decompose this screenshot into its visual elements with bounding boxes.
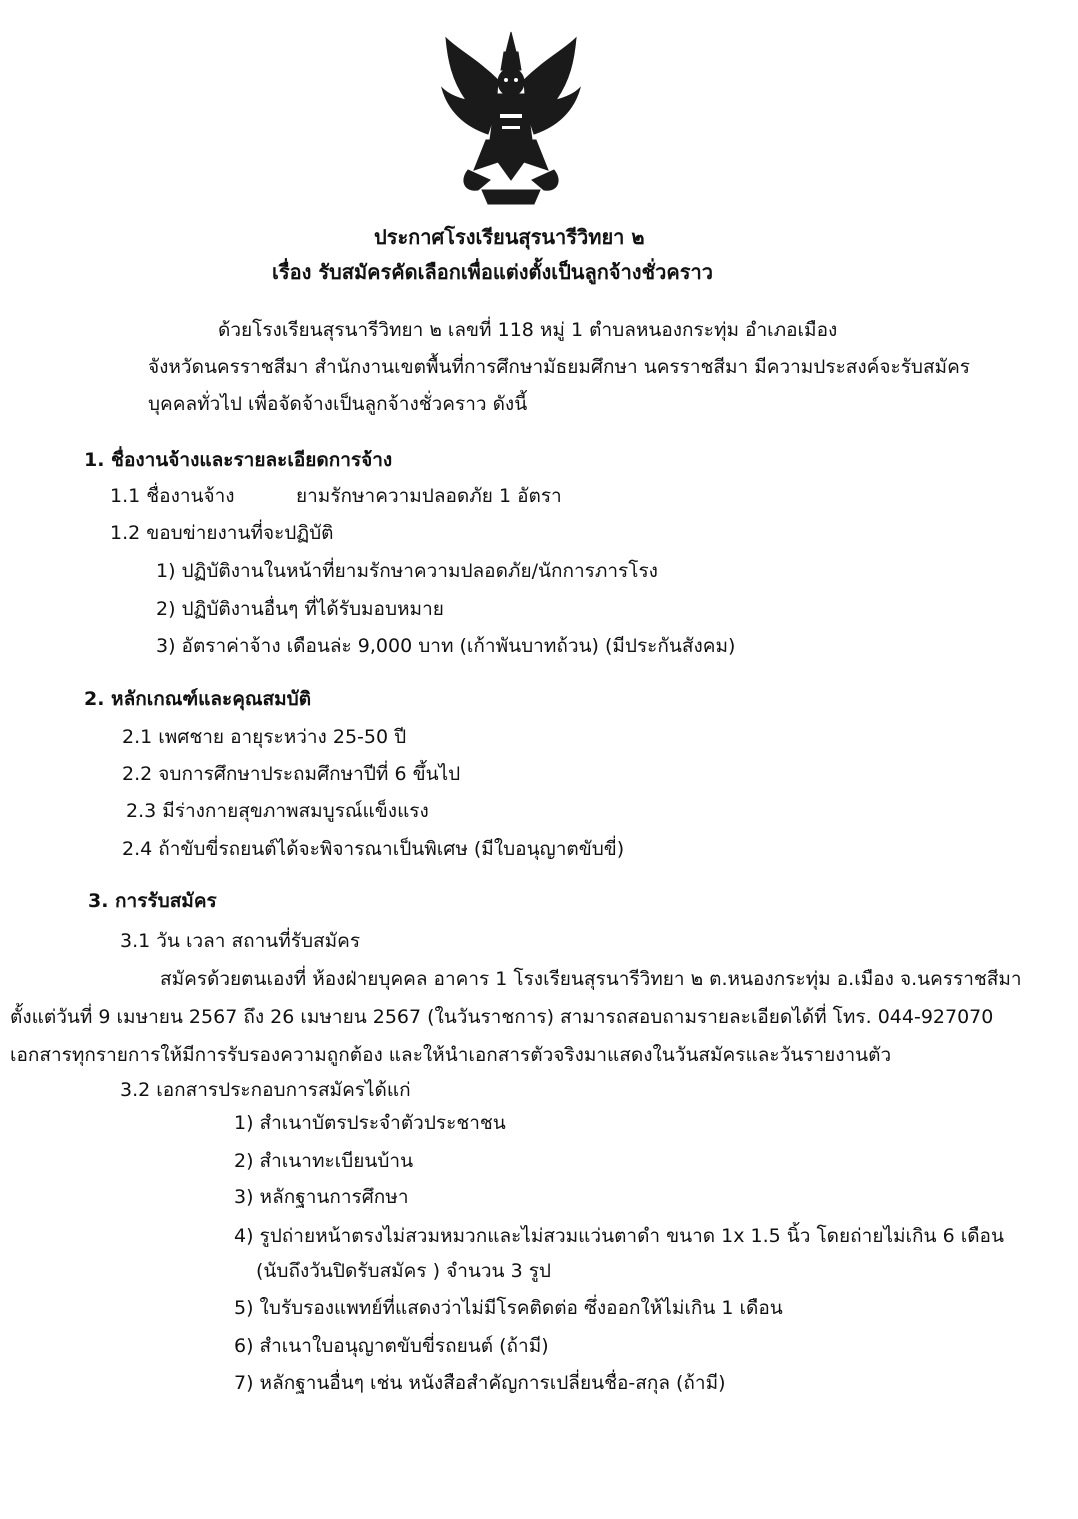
application-info-line: สมัครด้วยตนเองที่ ห้องฝ่ายบุคคล อาคาร 1 โรงเรียนสุรนารีวิทยา ๒ ต.หนองกระทุ่ม อ.เมือง จ.นครราชสีมา — [160, 968, 1022, 990]
document-item-continuation: (นับถึงวันปิดรับสมัคร ) จำนวน 3 รูป — [256, 1260, 551, 1282]
section-1-heading: 1. ชื่องานจ้างและรายละเอียดการจ้าง — [84, 449, 393, 471]
application-info-line: ตั้งแต่วันที่ 9 เมษายน 2567 ถึง 26 เมษายน 2567 (ในวันราชการ) สามารถสอบถามรายละเอียดได้ที่ โทร. 044-927070 — [10, 1006, 994, 1028]
garuda-emblem-icon — [438, 30, 584, 206]
duty-item: 2) ปฏิบัติงานอื่นๆ ที่ได้รับมอบหมาย — [156, 598, 444, 620]
section-2-heading: 2. หลักเกณฑ์และคุณสมบัติ — [84, 688, 312, 710]
document-item: 5) ใบรับรองแพทย์ที่แสดงว่าไม่มีโรคติดต่อ ซึ่งออกให้ไม่เกิน 1 เดือน — [234, 1297, 783, 1319]
intro-line: จังหวัดนครราชสีมา สำนักงานเขตพื้นที่การศึกษามัธยมศึกษา นครราชสีมา มีความประสงค์จะรับสมัคร — [148, 356, 971, 378]
qualification-item: 2.4 ถ้าขับขี่รถยนต์ได้จะพิจารณาเป็นพิเศษ (มีใบอนุญาตขับขี่) — [122, 838, 625, 860]
duty-item: 1) ปฏิบัติงานในหน้าที่ยามรักษาความปลอดภัย/นักการภารโรง — [156, 560, 658, 582]
item-1-1-value: ยามรักษาความปลอดภัย 1 อัตรา — [296, 485, 562, 507]
item-3-1: 3.1 วัน เวลา สถานที่รับสมัคร — [120, 930, 361, 952]
item-1-2: 1.2 ขอบข่ายงานที่จะปฏิบัติ — [110, 522, 334, 544]
announcement-subject: เรื่อง รับสมัครคัดเลือกเพื่อแต่งตั้งเป็นลูกจ้างชั่วคราว — [272, 260, 713, 284]
qualification-item: 2.1 เพศชาย อายุระหว่าง 25-50 ปี — [122, 726, 407, 748]
document-item: 4) รูปถ่ายหน้าตรงไม่สวมหมวกและไม่สวมแว่นตาดำ ขนาด 1x 1.5 นิ้ว โดยถ่ายไม่เกิน 6 เดือน — [234, 1225, 1004, 1247]
document-item: 7) หลักฐานอื่นๆ เช่น หนังสือสำคัญการเปลี่ยนชื่อ-สกุล (ถ้ามี) — [234, 1372, 726, 1394]
document-item: 1) สำเนาบัตรประจำตัวประชาชน — [234, 1112, 506, 1134]
qualification-item: 2.3 มีร่างกายสุขภาพสมบูรณ์แข็งแรง — [126, 800, 429, 822]
intro-line: ด้วยโรงเรียนสุรนารีวิทยา ๒ เลขที่ 118 หมู่ 1 ตำบลหนองกระทุ่ม อำเภอเมือง — [218, 319, 838, 341]
section-3-heading: 3. การรับสมัคร — [88, 890, 217, 912]
intro-line: บุคคลทั่วไป เพื่อจัดจ้างเป็นลูกจ้างชั่วคราว ดังนี้ — [148, 393, 528, 415]
application-info-line: เอกสารทุกรายการให้มีการรับรองความถูกต้อง และให้นำเอกสารตัวจริงมาแสดงในวันสมัครและวันรายงานตัว — [10, 1044, 892, 1066]
item-3-2: 3.2 เอกสารประกอบการสมัครได้แก่ — [120, 1079, 411, 1101]
qualification-item: 2.2 จบการศึกษาประถมศึกษาปีที่ 6 ขึ้นไป — [122, 763, 461, 785]
item-1-1-label: 1.1 ชื่องานจ้าง — [110, 485, 235, 507]
document-item: 6) สำเนาใบอนุญาตขับขี่รถยนต์ (ถ้ามี) — [234, 1335, 549, 1357]
document-item: 2) สำเนาทะเบียนบ้าน — [234, 1150, 414, 1172]
document-item: 3) หลักฐานการศึกษา — [234, 1186, 409, 1208]
duty-item: 3) อัตราค่าจ้าง เดือนล่ะ 9,000 บาท (เก้าพันบาทถ้วน) (มีประกันสังคม) — [156, 635, 736, 657]
announcement-title: ประกาศโรงเรียนสุรนารีวิทยา ๒ — [374, 225, 645, 249]
